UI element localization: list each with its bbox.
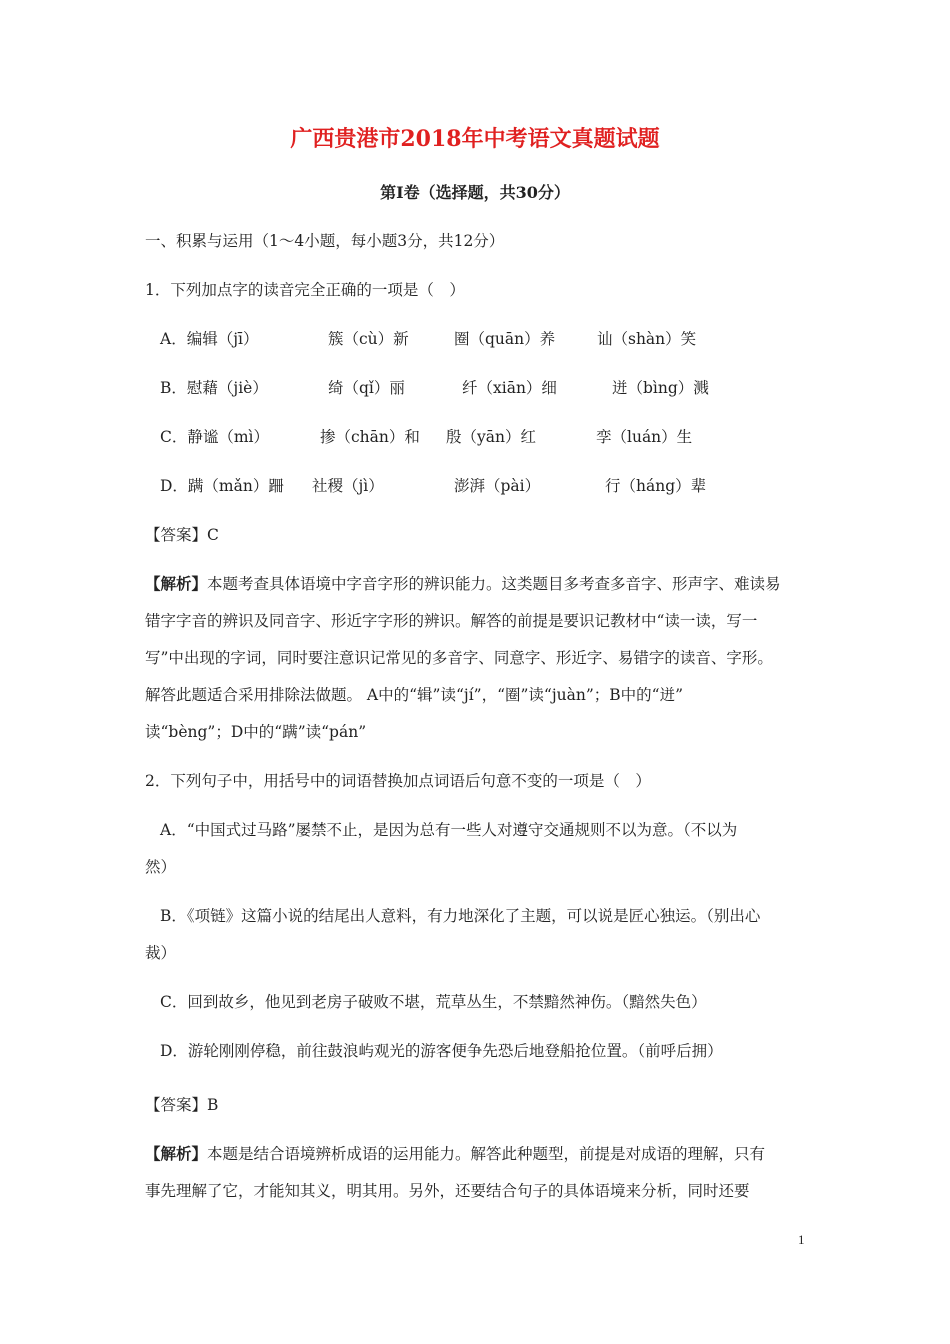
q2-option-b-line-1: B．《项链》这篇小说的结尾出人意料，有力地深化了主题，可以说是匠心独运。（别出心 [160,907,761,925]
q1-option-d-4: 行（háng）辈 [605,477,707,495]
q1-option-b-1: B．慰藉（jiè） [160,379,268,397]
q1-option-a-3: 圈（quān）养 [454,330,556,348]
question-2-analysis-line-2: 事先理解了它，才能知其义，明其用。另外，还要结合句子的具体语境来分析，同时还要 [145,1182,750,1200]
page-number: 1 [798,1232,805,1247]
q1-option-a-2: 簇（cù）新 [328,330,409,348]
question-1-answer: 【答案】C [145,526,219,544]
q1-option-d-2: 社稷（jì） [312,477,384,495]
q1-option-b-2: 绮（qǐ）丽 [328,379,405,397]
analysis-text: 本题是结合语境辨析成语的运用能力。解答此种题型，前提是对成语的理解，只有 [207,1145,766,1163]
question-1-analysis-line-5: 读“bèng”；D中的“蹒”读“pán” [145,723,367,741]
q1-option-a-4: 讪（shàn）笑 [597,330,697,348]
q1-option-c-4: 孪（luán）生 [596,428,693,446]
question-1-analysis-line-3: 写”中出现的字词，同时要注意识记常见的多音字、同意字、形近字、易错字的读音、字形。 [145,649,773,667]
document-title: 广西贵港市2018年中考语文真题试题 [290,126,660,152]
volume-heading: 第Ⅰ卷（选择题，共30分） [380,183,570,202]
q1-option-b-3: 纤（xiān）细 [462,379,557,397]
q1-option-d-3: 澎湃（pài） [454,477,541,495]
q1-option-d-1: D．蹒（mǎn）跚 [160,477,284,495]
q1-option-c-2: 掺（chān）和 [320,428,420,446]
q2-option-b-line-2: 裁） [145,944,177,962]
analysis-label: 【解析】 [145,574,208,593]
q2-option-a-line-2: 然） [145,858,177,876]
q2-option-c: C．回到故乡，他见到老房子破败不堪，荒草丛生，不禁黯然神伤。（黯然失色） [160,993,707,1011]
q1-option-c-3: 殷（yān）红 [446,428,536,446]
analysis-label: 【解析】 [145,1144,208,1163]
analysis-text: 本题考查具体语境中字音字形的辨识能力。这类题目多考查多音字、形声字、难读易 [207,575,781,593]
question-2-answer: 【答案】B [145,1096,219,1114]
section-heading: 一、积累与运用（1～4小题，每小题3分，共12分） [145,232,505,250]
q1-option-a-1: A．编辑（jī） [160,330,259,348]
question-2-stem: 2．下列句子中，用括号中的词语替换加点词语后句意不变的一项是（ ） [145,772,651,790]
q1-option-b-4: 迸（bìng）溅 [612,379,709,397]
question-1-analysis-line-4: 解答此题适合采用排除法做题。 A中的“辑”读“jí”，“圈”读“juàn”；B中的“迸” [145,686,684,704]
question-1-analysis-line-2: 错字字音的辨识及同音字、形近字字形的辨识。解答的前提是要识记教材中“读一读，写一 [145,612,758,630]
q2-option-d: D．游轮刚刚停稳，前往鼓浪屿观光的游客便争先恐后地登船抢位置。（前呼后拥） [160,1042,723,1060]
question-1-analysis-line-1 [145,572,781,594]
question-2-analysis-line-1 [145,1142,765,1164]
q1-option-c-1: C．静谧（mì） [160,428,270,446]
q2-option-a-line-1: A．“中国式过马路”屡禁不止，是因为总有一些人对遵守交通规则不以为意。（不以为 [160,821,738,839]
question-1-stem: 1．下列加点字的读音完全正确的一项是（ ） [145,281,465,299]
